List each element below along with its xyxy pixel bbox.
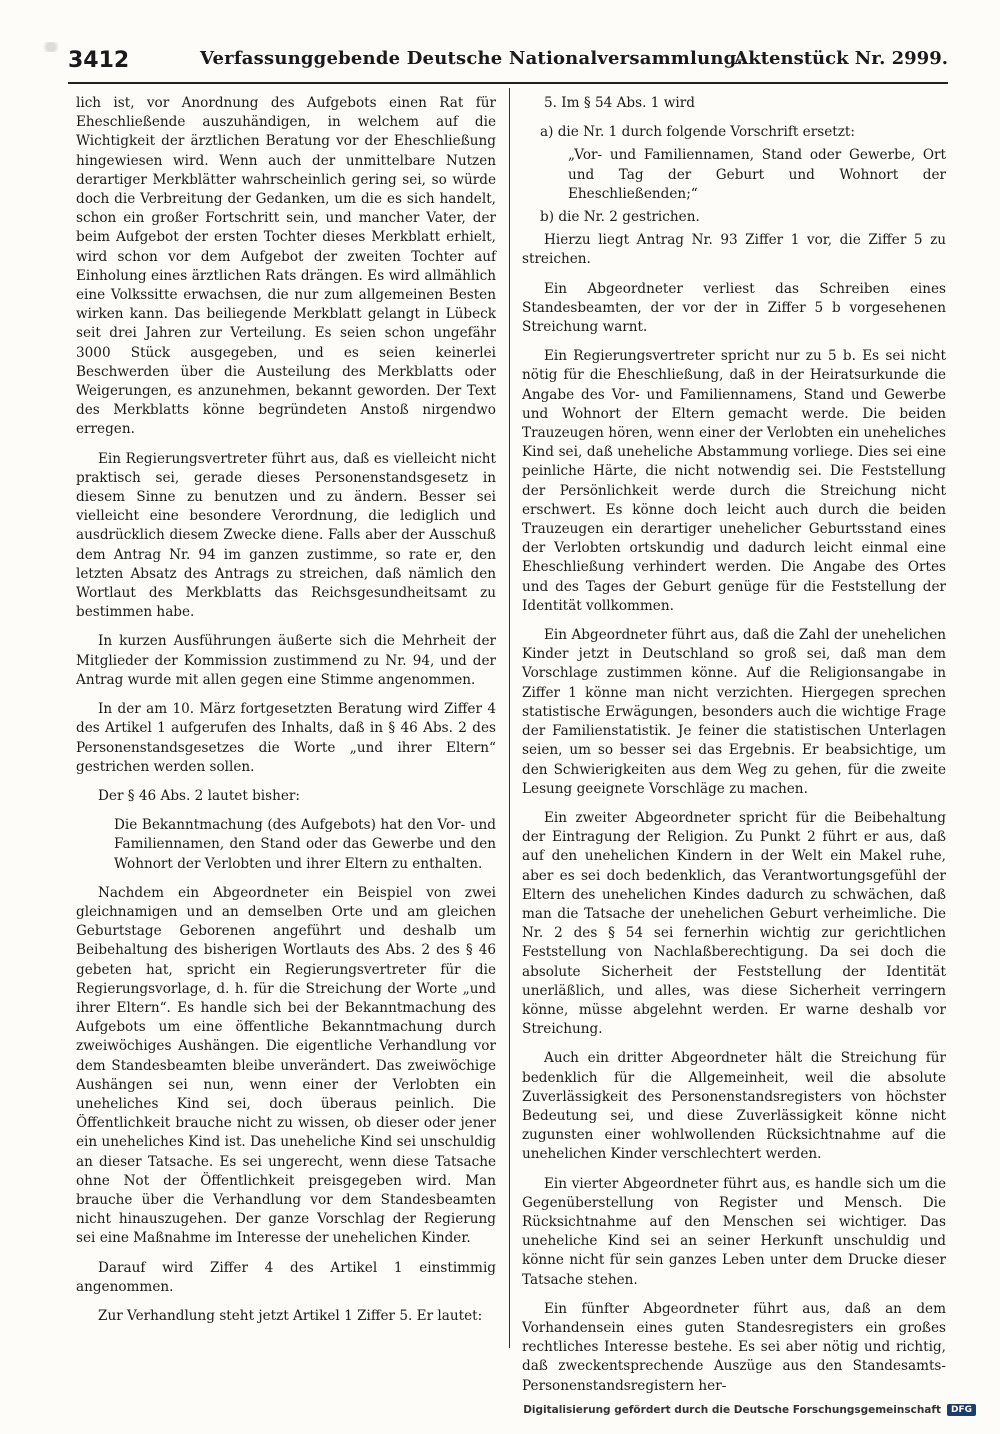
paragraph: Darauf wird Ziffer 4 des Artikel 1 einstimmig angenommen. [76,1259,496,1295]
left-column [76,94,496,1336]
paragraph: Auch ein dritter Abgeordneter hält die Streichung für bedenklich für die Allgemeinheit, weil die absolute Zuverlässigkeit des Personenstandsregisters von höchster Bedeutung sei, und diese Zuverlässigkeit könne nicht zugunsten einer wohlwollenden Rücksichtnahme auf die unehelichen Kinder verschlechtert werden. [522,1050,946,1163]
paragraph: Der § 46 Abs. 2 lautet bisher: [98,787,301,804]
header-rule [68,82,948,84]
quoted-law-text: „Vor- und Familiennamen, Stand oder Gewerbe, Ort und Tag der Geburt und Wohnort der Eheschließenden;“ [568,147,946,202]
quoted-law-text: Die Bekanntmachung (des Aufgebots) hat den Vor- und Familiennamen, den Stand oder das Gewerbe und den Wohnort der Verlobten und ihrer Eltern zu enthalten. [114,817,496,872]
page-header [68,48,948,78]
paragraph: Ein zweiter Abgeordneter spricht für die Beibehaltung der Eintragung der Religion. Zu Punkt 2 führt er aus, daß auf den unehelichen Kindern in der Welt ein Makel ruhe, aber es sei doch bedenklich, das Verantwortungsgefühl der Eltern des unehelichen Kindes dadurch zu schwächen, daß man die Tatsache der unehelichen Geburt verheimliche. Die Nr. 2 des § 54 sei fernerhin wichtig zur gerichtlichen Feststellung von Nachlaßberechtigung. Da sei doch die absolute Sicherheit der Feststellung der Identität unerläßlich, und alles, was diese Sicherheit verringern könne, müsse abgelehnt werden. Er warne deshalb vor Streichung. [522,809,946,1038]
footer-text: Digitalisierung gefördert durch die Deutsche Forschungsgemeinschaft [523,1404,941,1416]
column-divider [509,88,510,1348]
paragraph: Ein fünfter Abgeordneter führt aus, daß an dem Vorhandensein eines guten Standesregisters ein großes rechtliches Interesse bestehe. Es sei aber nötig und richtig, daß zweckentsprechende Auszüge aus den Standesamts-Personenstandsregistern her- [522,1300,946,1394]
paragraph: In der am 10. März fortgesetzten Beratung wird Ziffer 4 des Artikel 1 aufgerufen des Inhalts, daß in § 46 Abs. 2 des Personenstandsgesetzes die Worte „und ihrer Eltern“ gestrichen werden sollen. [76,701,496,775]
paragraph: Ein vierter Abgeordneter führt aus, es handle sich um die Gegenüberstellung von Register und Mensch. Die Rücksichtnahme auf den Menschen sei wichtiger. Das uneheliche Kind sei an seiner Herkunft unschuldig und könne nicht für sein ganzes Leben unter dem Drucke dieser Tatsache stehen. [522,1175,946,1288]
list-item: a) die Nr. 1 durch folgende Vorschrift ersetzt: [540,124,855,141]
right-column [522,94,946,1406]
paragraph: 5. Im § 54 Abs. 1 wird [544,95,695,111]
paragraph: lich ist, vor Anordnung des Aufgebots einen Rat für Eheschließende auszuhändigen, in welchem auf die Wichtigkeit der ärztlichen Beratung vor der Eheschließung hingewiesen wird. Wenn auch der unmittelbare Nutzen derartiger Merkblätter wahrscheinlich gering sei, so würde doch die Verbreitung der Gedanken, um die es sich handelt, schon ein großer Fortschritt sein, und mancher Vater, der beim Aufgebot der ersten Tochter dieses Merkblatt erhielt, wird schon vor dem Aufgebot der zweiten Tochter auf Einholung eines ärztlichen Rats drängen. Es wird allmählich eine Volkssitte erwachsen, die nur zum allgemeinen Besten wirken kann. Das beiliegende Merkblatt gelangt in Lübeck seit drei Jahren zur Verteilung. Es seien schon ungefähr 3000 Stück ausgegeben, und es seien keinerlei Beschwerden über die Austeilung des Merkblatts oder Weigerungen, es anzunehmen, bekannt geworden. Der Text des Merkblatts könne begründeten Anstoß nirgendwo erregen. [76,95,496,438]
paragraph: Ein Regierungsvertreter führt aus, daß es vielleicht nicht praktisch sei, gerade dieses Personenstandsgesetz in diesem Sinne zu benutzen und zu ändern. Besser sei vielleicht eine besondere Verordnung, die lediglich und ausdrücklich diesem Zwecke diene. Falls aber der Ausschuß dem Antrag Nr. 94 im ganzen zustimme, so rate er, den letzten Absatz des Antrags zu streichen, daß nämlich den Wortlaut des Merkblatts das Reichsgesundheitsamt zu bestimmen habe. [76,450,496,621]
paragraph: Ein Regierungsvertreter spricht nur zu 5 b. Es sei nicht nötig für die Eheschließung, daß in der Heiratsurkunde die Angabe des Vor- und Familiennamens, Stand und Gewerbe und Wohnort der Eltern gemacht werde. Die beiden Trauzeugen hören, wenn einer der Verlobten ein uneheliches Kind sei, daß uneheliche Abstammung vorliege. Dies sei eine peinliche Härte, die nicht notwendig sei. Die Feststellung der Persönlichkeit werde durch die Streichung nicht erschwert. Es könne doch leicht auch durch die beiden Trauzeugen ein derartiger unehelicher Geburtsstand eines der Verlobten ortskundig und dadurch leicht einmal eine Eheschließung verhindert werden. Die Angabe des Ortes und des Tages der Geburt genüge für die Feststellung der Identität vollkommen. [522,348,946,614]
paragraph: Ein Abgeordneter verliest das Schreiben eines Standesbeamten, der vor der in Ziffer 5 b vorgesehenen Streichung warnt. [522,280,946,336]
page-number: 3412 [68,48,130,73]
page-title: Verfassunggebende Deutsche Nationalversammlung. [200,48,743,69]
paragraph: Zur Verhandlung steht jetzt Artikel 1 Ziffer 5. Er lautet: [98,1307,483,1324]
paragraph: Nachdem ein Abgeordneter ein Beispiel von zwei gleichnamigen und an demselben Orte und am gleichen Geburtstage Geborenen angeführt und deshalb um Beibehaltung des bisherigen Wortlauts des Abs. 2 des § 46 gebeten hat, spricht ein Regierungsvertreter für die Regierungsvorlage, d. h. für die Streichung der Worte „und ihrer Eltern“. Es handle sich bei der Bekanntmachung des Aufgebots um eine öffentliche Bekanntmachung durch zweiwöchiges Aushängen. Die eigentliche Verhandlung vor dem Standesbeamten bleibe unverändert. Das zweiwöchige Aushängen sei nun, wenn einer der Verlobten ein uneheliches Kind sei, doch überaus peinlich. Die Öffentlichkeit brauche nicht zu wissen, ob dieser oder jener ein uneheliches Kind ist. Das uneheliche Kind sei unschuldig an dieser Tatsache. Es sei ungerecht, wenn diese Tatsache ohne Not der Öffentlichkeit preisgegeben wird. Man brauche über die Verhandlung vor dem Standesbeamten nicht hinauszugehen. Der ganze Vorschlag der Regierung sei eine Maßnahme im Interesse der unehelichen Kinder. [76,884,496,1247]
paragraph: Hierzu liegt Antrag Nr. 93 Ziffer 1 vor, die Ziffer 5 zu streichen. [522,232,946,268]
document-number: Aktenstück Nr. 2999. [734,48,948,69]
dfg-logo-icon: DFG [947,1404,976,1416]
paragraph: In kurzen Ausführungen äußerte sich die Mehrheit der Mitglieder der Kommission zustimmend zu Nr. 94, und der Antrag wurde mit allen gegen eine Stimme angenommen. [76,633,496,688]
footer [523,1400,976,1420]
scan-speck [38,42,64,52]
paragraph: Ein Abgeordneter führt aus, daß die Zahl der unehelichen Kinder jetzt in Deutschland so groß sei, daß man dem Vorschlage zustimmen könne. Auf die Religionsangabe in Ziffer 1 könne man nicht verzichten. Hiergegen sprechen statistische Erwägungen, besonders auch die wichtige Frage der Familienstatistik. Je feiner die statistischen Unterlagen seien, um so besser sei das Ergebnis. Er beabsichtige, um den Schwierigkeiten aus dem Weg zu gehen, für die zweite Lesung geeignete Vorschläge zu machen. [522,627,946,797]
list-item: b) die Nr. 2 gestrichen. [540,209,700,226]
